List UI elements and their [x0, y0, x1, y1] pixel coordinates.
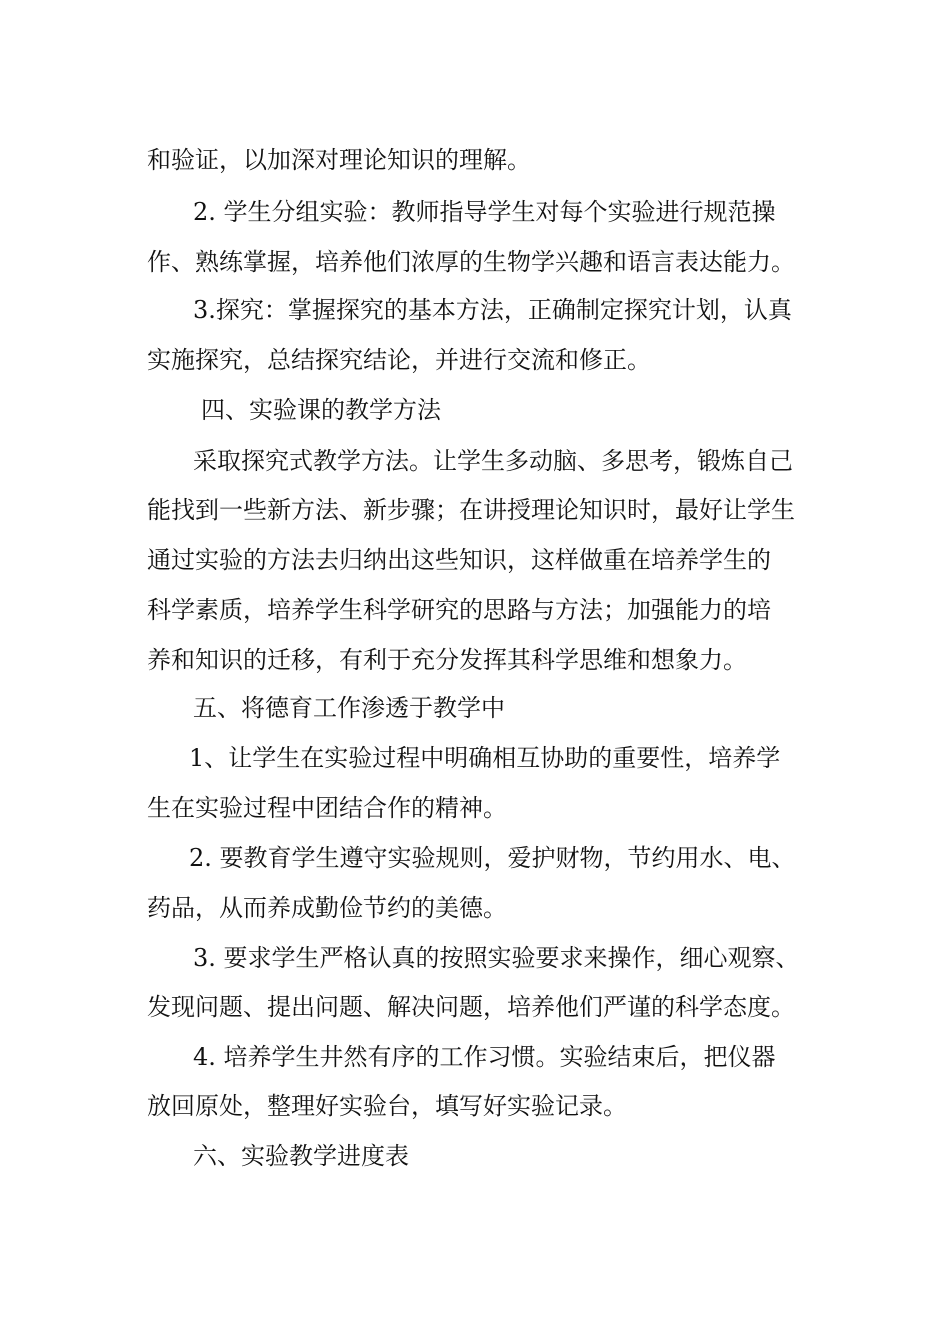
section-heading: 五、将德育工作渗透于教学中 — [193, 694, 505, 722]
section-heading: 六、实验教学进度表 — [193, 1142, 409, 1170]
paragraph-line: 作、熟练掌握，培养他们浓厚的生物学兴趣和语言表达能力。 — [147, 248, 795, 276]
paragraph-line: 3. 要求学生严格认真的按照实验要求来操作，细心观察、 — [193, 944, 800, 972]
paragraph-line: 科学素质，培养学生科学研究的思路与方法；加强能力的培 — [147, 596, 771, 624]
section-heading: 四、实验课的教学方法 — [201, 396, 441, 424]
paragraph-line: 采取探究式教学方法。让学生多动脑、多思考，锻炼自己 — [193, 447, 793, 475]
paragraph-line: 通过实验的方法去归纳出这些知识，这样做重在培养学生的 — [147, 546, 771, 574]
paragraph-line: 2. 要教育学生遵守实验规则，爱护财物，节约用水、电、 — [189, 844, 796, 872]
paragraph-line: 2. 学生分组实验：教师指导学生对每个实验进行规范操 — [193, 198, 776, 226]
paragraph-line: 发现问题、提出问题、解决问题，培养他们严谨的科学态度。 — [147, 993, 795, 1021]
paragraph-line: 能找到一些新方法、新步骤；在讲授理论知识时，最好让学生 — [147, 496, 795, 524]
paragraph-line: 3.探究：掌握探究的基本方法，正确制定探究计划，认真 — [193, 296, 792, 324]
paragraph-line: 和验证，以加深对理论知识的理解。 — [147, 146, 531, 174]
paragraph-line: 生在实验过程中团结合作的精神。 — [147, 794, 507, 822]
paragraph-line: 药品，从而养成勤俭节约的美德。 — [147, 894, 507, 922]
paragraph-line: 4. 培养学生井然有序的工作习惯。实验结束后，把仪器 — [193, 1043, 776, 1071]
paragraph-line: 1、让学生在实验过程中明确相互协助的重要性，培养学 — [189, 744, 781, 772]
paragraph-line: 放回原处，整理好实验台，填写好实验记录。 — [147, 1092, 627, 1120]
paragraph-line: 实施探究，总结探究结论，并进行交流和修正。 — [147, 346, 651, 374]
paragraph-line: 养和知识的迁移，有利于充分发挥其科学思维和想象力。 — [147, 646, 747, 674]
